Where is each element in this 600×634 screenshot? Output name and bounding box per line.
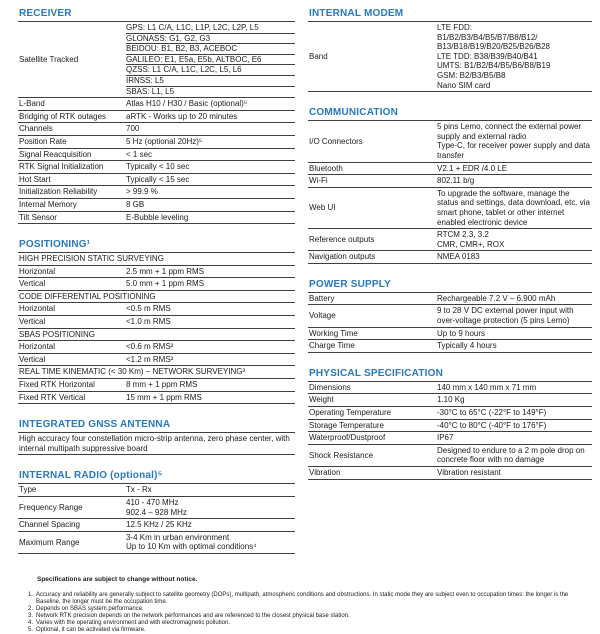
value-line: 700 [126, 124, 140, 134]
row-value [124, 149, 295, 161]
spec-row [18, 123, 295, 136]
spec-row [308, 121, 592, 162]
row-label: Reference outputs [309, 234, 375, 244]
row-label: Storage Temperature [309, 420, 385, 430]
row-value [124, 123, 295, 135]
value-line: Type-C, for receiver power supply and data transfer [437, 141, 590, 160]
row-value [435, 328, 592, 340]
row-value [124, 278, 295, 290]
value-line: Typically < 10 sec [126, 162, 190, 172]
sub-header: HIGH PRECISION STATIC SURVEYING [18, 253, 295, 266]
spec-row [18, 199, 295, 212]
value-line: 8 mm + 1 ppm RMS [126, 380, 198, 390]
sub-header: CODE DIFFERENTIAL POSITIONING [18, 291, 295, 304]
row-value [124, 341, 295, 353]
row-label: Vibration [309, 468, 341, 477]
footnote-item [25, 592, 585, 606]
spec-row [18, 316, 295, 329]
spec-table-antenna [18, 432, 295, 455]
sub-header: REAL TIME KINEMATIC (< 30 Km) – NETWORK SURVEYING³ [18, 366, 295, 379]
spec-row [308, 163, 592, 176]
spec-row [18, 497, 295, 519]
row-label: Channels [19, 124, 53, 134]
row-value [124, 199, 295, 211]
row-value [124, 161, 295, 173]
row-value [124, 266, 295, 278]
spec-row [18, 22, 295, 98]
row-label: Dimensions [309, 382, 351, 392]
value-line: <0.6 m RMS² [126, 342, 174, 352]
spec-row [308, 467, 592, 480]
value-line: BEIDOU: B1, B2, B3, ACEBOC [126, 44, 295, 55]
footnote-item [25, 606, 585, 613]
value-line: GALILEO: E1, E5a, E5b, ALTBOC, E6 [126, 55, 295, 66]
row-label: Vertical [19, 279, 46, 289]
spec-row [308, 188, 592, 229]
column-right [308, 8, 592, 495]
row-value [124, 392, 295, 404]
spec-row [308, 328, 592, 341]
value-line: 5 Hz (optional 20Hz)⁵ [126, 136, 203, 146]
row-value [435, 340, 592, 352]
spec-columns [18, 8, 592, 569]
section-title-modem: INTERNAL MODEM [309, 8, 404, 19]
row-label: Bridging of RTK outages [19, 111, 107, 121]
row-value [124, 212, 295, 224]
section-physical [308, 368, 592, 480]
row-label: Satellite Tracked [19, 54, 79, 64]
value-line: GLONASS: G1, G2, G3 [126, 34, 295, 45]
value-line: Up to 10 Km with optimal conditions⁴ [126, 542, 257, 552]
value-line: aRTK - Works up to 20 minutes [126, 111, 238, 121]
footnotes-section [18, 576, 592, 634]
row-label: RTK Signal Initialization [19, 162, 104, 172]
value-line: 15 mm + 1 ppm RMS [126, 392, 202, 402]
footnote-item [25, 613, 585, 620]
value-line: Typically < 15 sec [126, 174, 190, 184]
row-label: Tilt Sensor [19, 212, 57, 222]
row-label: Position Rate [19, 136, 67, 146]
spec-row [308, 305, 592, 327]
spec-row [18, 186, 295, 199]
section-title-physical: PHYSICAL SPECIFICATION [309, 367, 444, 379]
section-antenna [18, 419, 295, 455]
spec-table-power [308, 292, 592, 353]
sub-header: SBAS POSITIONING [18, 329, 295, 342]
footnote-number: 3. [27, 612, 33, 619]
row-label: Weight [309, 395, 334, 405]
section-title-communication: COMMUNICATION [309, 107, 399, 119]
value-line: SBAS: L1, L5 [126, 86, 175, 96]
spec-row [308, 407, 592, 420]
spec-row [308, 293, 592, 306]
value-line: 2.5 mm + 1 ppm RMS [126, 266, 205, 276]
footnote-item [25, 620, 585, 627]
value-line: 5 pins Lemo, connect the external power supply and external radio [437, 122, 582, 141]
section-positioning [18, 239, 295, 404]
row-value [435, 251, 592, 263]
spec-table-modem [308, 21, 592, 92]
spec-row [308, 340, 592, 353]
value-line: <1.0 m RMS [126, 317, 171, 327]
value-line: 12.5 KHz / 25 KHz [126, 520, 192, 530]
row-value [435, 382, 592, 394]
spec-row [18, 532, 295, 554]
spec-row [18, 136, 295, 149]
spec-row [18, 379, 295, 392]
spec-row [18, 174, 295, 187]
row-value [124, 532, 295, 553]
footnote-text: Depends on SBAS system performance. [36, 605, 144, 612]
spec-row [18, 98, 295, 111]
value-line: 5.0 mm + 1 ppm RMS [126, 279, 205, 289]
spec-row [18, 392, 295, 405]
section-title-power: POWER SUPPLY [309, 278, 392, 290]
value-line: 9 to 28 V DC external power input with over-voltage protection (5 pins Lemo) [437, 306, 574, 326]
row-label: Navigation outputs [309, 252, 376, 262]
row-value [435, 163, 592, 175]
value-line: Rechargeable 7.2 V – 6.900 mAh [437, 293, 556, 303]
footnote-text: Varies with the operating environment and with electromagnetic pollution. [36, 619, 230, 626]
section-title-receiver: RECEIVER [19, 8, 72, 19]
row-value [124, 379, 295, 391]
footnote-item [25, 627, 585, 634]
section-title-positioning: POSITIONING¹ [19, 239, 91, 251]
row-value [124, 136, 295, 148]
spec-row [18, 266, 295, 279]
value-line: B1/B2/B3/B4/B5/B7/B8/B12/ [437, 32, 538, 42]
value-line: 1.10 Kg [437, 395, 465, 405]
row-value [435, 305, 592, 326]
spec-row [18, 212, 295, 225]
row-value [124, 484, 295, 496]
row-value [435, 420, 592, 432]
spec-row [308, 229, 592, 251]
value-line: < 1 sec [126, 149, 153, 159]
value-line: Designed to endure to a 2 m pole drop on concrete floor with no damage [437, 445, 585, 465]
section-communication [308, 107, 592, 264]
row-value [124, 497, 295, 518]
row-value [435, 22, 592, 91]
spec-row [18, 303, 295, 316]
row-value [124, 303, 295, 315]
value-line: V2.1 + EDR /4.0 LE [437, 163, 508, 173]
value-line: <1.2 m RMS² [126, 354, 174, 364]
value-line: 140 mm x 140 mm x 71 mm [437, 382, 537, 392]
spec-row [308, 394, 592, 407]
value-line: 3-4 Km in urban environment [126, 532, 230, 542]
value-line: Vibration resistant [437, 468, 501, 477]
row-label: Waterproof/Dustproof [309, 433, 386, 443]
row-value [435, 293, 592, 305]
section-power [308, 279, 592, 353]
row-label: Hot Start [19, 174, 51, 184]
row-label: Working Time [309, 328, 358, 338]
spec-row [18, 161, 295, 174]
spec-row [308, 420, 592, 433]
row-value [435, 467, 592, 479]
value-line: 8 GB [126, 199, 145, 209]
spec-row [18, 519, 295, 532]
row-value [124, 174, 295, 186]
row-label: Web UI [309, 203, 336, 213]
value-line: -40°C to 80°C (-40°F to 176°F) [437, 420, 547, 430]
row-value [435, 407, 592, 419]
row-label: Channel Spacing [19, 520, 80, 530]
spec-row [18, 341, 295, 354]
value-line: 802.11 b/g [437, 176, 475, 186]
value-line: RTCM 2.3, 3.2 [437, 230, 489, 240]
row-label: Charge Time [309, 341, 355, 351]
value-line: QZSS: L1 C/A, L1C, L2C, L5, L6 [126, 65, 295, 76]
value-line: LTE FDD: [437, 23, 472, 32]
value-line: 902.4 – 928 MHz [126, 507, 187, 517]
value-line: Nano SIM card [437, 80, 491, 90]
section-radio [18, 470, 295, 554]
section-title-antenna: INTEGRATED GNSS ANTENNA [19, 419, 171, 431]
row-label: Vertical [19, 317, 46, 327]
value-line: Typically 4 hours [437, 341, 497, 351]
value-line: 410 - 470 MHz [126, 498, 179, 507]
footnote-number: 4. [27, 619, 33, 626]
column-left [18, 8, 295, 569]
footnote-number: 2. [27, 605, 33, 612]
spec-row [18, 354, 295, 367]
row-label: Horizontal [19, 342, 56, 352]
row-label: Signal Reacquisition [19, 149, 92, 159]
row-label: Bluetooth [309, 163, 343, 173]
value-line: NMEA 0183 [437, 252, 480, 262]
row-label: Horizontal [19, 304, 56, 314]
row-label: I/O Connectors [309, 136, 363, 146]
spec-row [308, 382, 592, 395]
row-label: Battery [309, 293, 335, 303]
row-value [435, 121, 592, 161]
row-value [435, 432, 592, 444]
row-value [124, 22, 295, 97]
section-modem [308, 8, 592, 92]
row-label: Fixed RTK Vertical [19, 392, 86, 402]
row-value [435, 445, 592, 466]
value-line: Tx - Rx [126, 485, 152, 495]
spec-row [308, 445, 592, 467]
spec-table-radio [18, 483, 295, 554]
footnote-list [25, 592, 592, 634]
spec-row [308, 251, 592, 264]
row-value [435, 188, 592, 228]
row-label: Frequency Range [19, 502, 83, 512]
value-line: IP67 [437, 433, 454, 443]
row-value [124, 111, 295, 123]
row-value [124, 316, 295, 328]
footnote-number: 5. [27, 626, 33, 633]
row-label: L-Band [19, 99, 45, 109]
spec-row [18, 484, 295, 497]
row-value [124, 519, 295, 531]
value-line: GPS: L1 C/A, L1C, L1P, L2C, L2P, L5 [126, 23, 295, 34]
row-label: Initialization Reliability [19, 187, 98, 197]
row-value [435, 229, 592, 250]
row-label: Voltage [309, 311, 336, 321]
spec-row [308, 22, 592, 92]
row-label: Band [309, 51, 328, 61]
row-value [124, 354, 295, 366]
value-line: B13/B18/B19/B20/B25/B26/B28 [437, 42, 550, 52]
footnote-text: Accuracy and reliability are generally subject to satellite geometry (DOPs), multipath, atmospheric conditions and obstructions. In static mode they are subject even to occupation times: the longer is the Baseline, the longer must be the occupation time. [36, 591, 569, 605]
spec-row [18, 149, 295, 162]
row-value [124, 186, 295, 198]
value-line: E-Bubble leveling [126, 212, 189, 222]
value-line: To upgrade the software, manage the status and settings, data download, etc. via smart phone, tablet or other internet enabled electronic device [437, 188, 590, 227]
section-receiver [18, 8, 295, 224]
row-label: Fixed RTK Horizontal [19, 380, 95, 390]
value-line: IRNSS: L5 [126, 76, 295, 87]
value-line: > 99.9 % [126, 187, 158, 197]
row-label: Maximum Range [19, 537, 80, 547]
value-line: Atlas H10 / H30 / Basic (optional)⁵ [126, 99, 248, 109]
spec-table-physical [308, 381, 592, 480]
footnote-text: Optional, it can be activated via firmware. [36, 626, 146, 633]
row-label: Type [19, 485, 37, 495]
spec-row [308, 175, 592, 188]
row-value [435, 394, 592, 406]
row-label: Horizontal [19, 266, 56, 276]
row-value [124, 98, 295, 110]
spec-table-communication [308, 120, 592, 264]
spec-table-receiver [18, 21, 295, 224]
row-label: Shock Resistance [309, 450, 374, 460]
value-line: LTE TDD: B38/B39/B40/B41 [437, 51, 538, 61]
change-notice: Specifications are subject to change without notice. [37, 575, 198, 583]
spec-row [18, 111, 295, 124]
row-label: Wi-Fi [309, 176, 328, 186]
row-label: Operating Temperature [309, 408, 392, 418]
spec-row [308, 432, 592, 445]
value-line: Up to 9 hours [437, 328, 486, 338]
footnote-number: 1. [27, 591, 33, 598]
footnote-text: Network RTK precision depends on the network performances and are referenced to the closest physical base station. [36, 612, 350, 619]
value-line: -30°C to 65°C (-22°F to 149°F) [437, 408, 547, 418]
row-value [435, 175, 592, 187]
row-label: Vertical [19, 354, 46, 364]
value-line: CMR, CMR+, ROX [437, 239, 505, 249]
section-text: High accuracy four constellation micro-strip antenna, zero phase center, with internal multipath suppressive board [18, 433, 295, 455]
spec-row [18, 278, 295, 291]
value-line: GSM: B2/B3/B5/B8 [437, 70, 506, 80]
value-line: <0.5 m RMS [126, 304, 171, 314]
spec-table-positioning [18, 252, 295, 404]
row-label: Internal Memory [19, 199, 77, 209]
section-title-radio: INTERNAL RADIO (optional)⁵ [19, 470, 163, 482]
value-line: UMTS: B1/B2/B4/B5/B6/B8/B19 [437, 61, 551, 71]
